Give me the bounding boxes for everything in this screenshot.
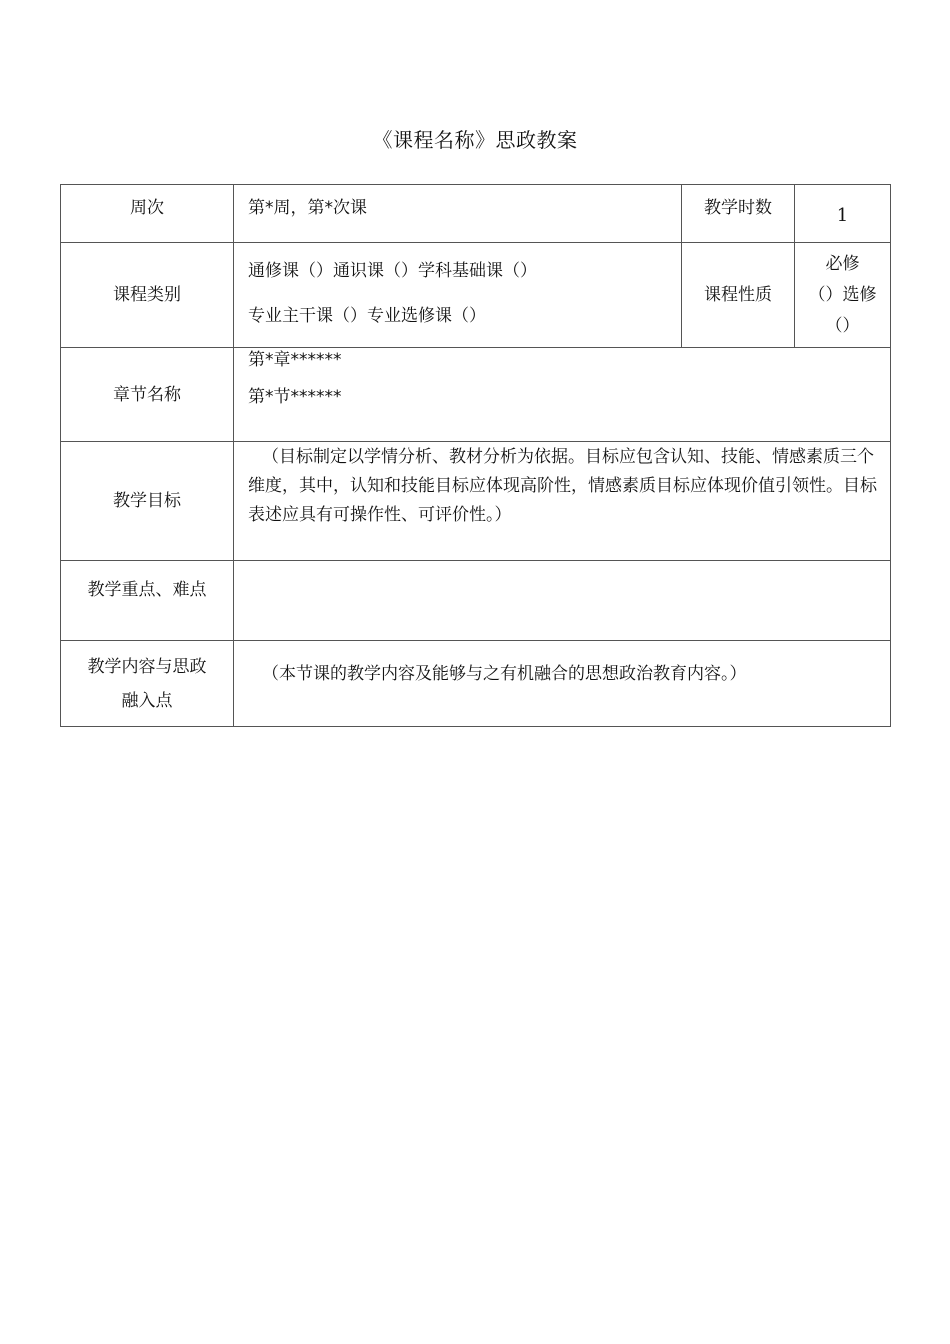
content-label-cell <box>61 641 234 727</box>
hours-label-cell <box>682 185 795 243</box>
goal-label: 教学目标 <box>113 491 181 511</box>
nature-line-1: 必修 <box>825 253 860 274</box>
nature-label-cell <box>682 243 795 348</box>
goal-value-cell <box>234 442 891 561</box>
goal-label-cell <box>61 442 234 561</box>
week-label-cell <box>61 185 234 243</box>
chapter-line-1: 第*章****** <box>248 350 342 370</box>
goal-text: （目标制定以学情分析、教材分析为依据。目标应包含认知、技能、情感素质三个维度，其中，认知和技能目标应体现高阶性，情感素质目标应体现价值引领性。目标表述应具有可操作性、可评价性。） <box>248 447 877 525</box>
week-value-cell <box>234 185 682 243</box>
content-label-line-2: 融入点 <box>121 690 173 711</box>
nature-label: 课程性质 <box>704 285 772 305</box>
row-content <box>61 641 891 727</box>
key-value-cell <box>234 561 891 641</box>
row-week <box>61 185 891 243</box>
category-label: 课程类别 <box>113 285 181 305</box>
hours-value-cell <box>795 185 891 243</box>
content-text: （本节课的教学内容及能够与之有机融合的思想政治教育内容。） <box>262 664 747 684</box>
hours-value: 1 <box>836 204 849 226</box>
chapter-line-2: 第*节****** <box>248 387 342 407</box>
category-line-1: 通修课（）通识课（）学科基础课（） <box>248 261 537 281</box>
lesson-plan-table <box>60 184 891 727</box>
key-label-cell <box>61 561 234 641</box>
nature-line-2: （）选修 <box>808 284 877 305</box>
chapter-label: 章节名称 <box>113 384 181 405</box>
content-label-line-1: 教学内容与思政 <box>87 656 207 677</box>
page-title: 《课程名称》思政教案 <box>372 128 578 152</box>
key-label: 教学重点、难点 <box>87 580 207 600</box>
chapter-value-cell <box>234 348 891 442</box>
nature-value-cell <box>795 243 891 348</box>
chapter-label-cell <box>61 348 234 442</box>
week-value: 第*周，第*次课 <box>248 198 367 218</box>
row-key-points <box>61 561 891 641</box>
category-label-cell <box>61 243 234 348</box>
nature-line-3: （） <box>825 315 860 336</box>
category-value-cell <box>234 243 682 348</box>
week-label: 周次 <box>130 198 164 218</box>
category-line-2: 专业主干课（）专业选修课（） <box>248 306 486 326</box>
row-category <box>61 243 891 348</box>
hours-label: 教学时数 <box>704 198 772 218</box>
row-chapter <box>61 348 891 442</box>
content-value-cell <box>234 641 891 727</box>
row-goal <box>61 442 891 561</box>
